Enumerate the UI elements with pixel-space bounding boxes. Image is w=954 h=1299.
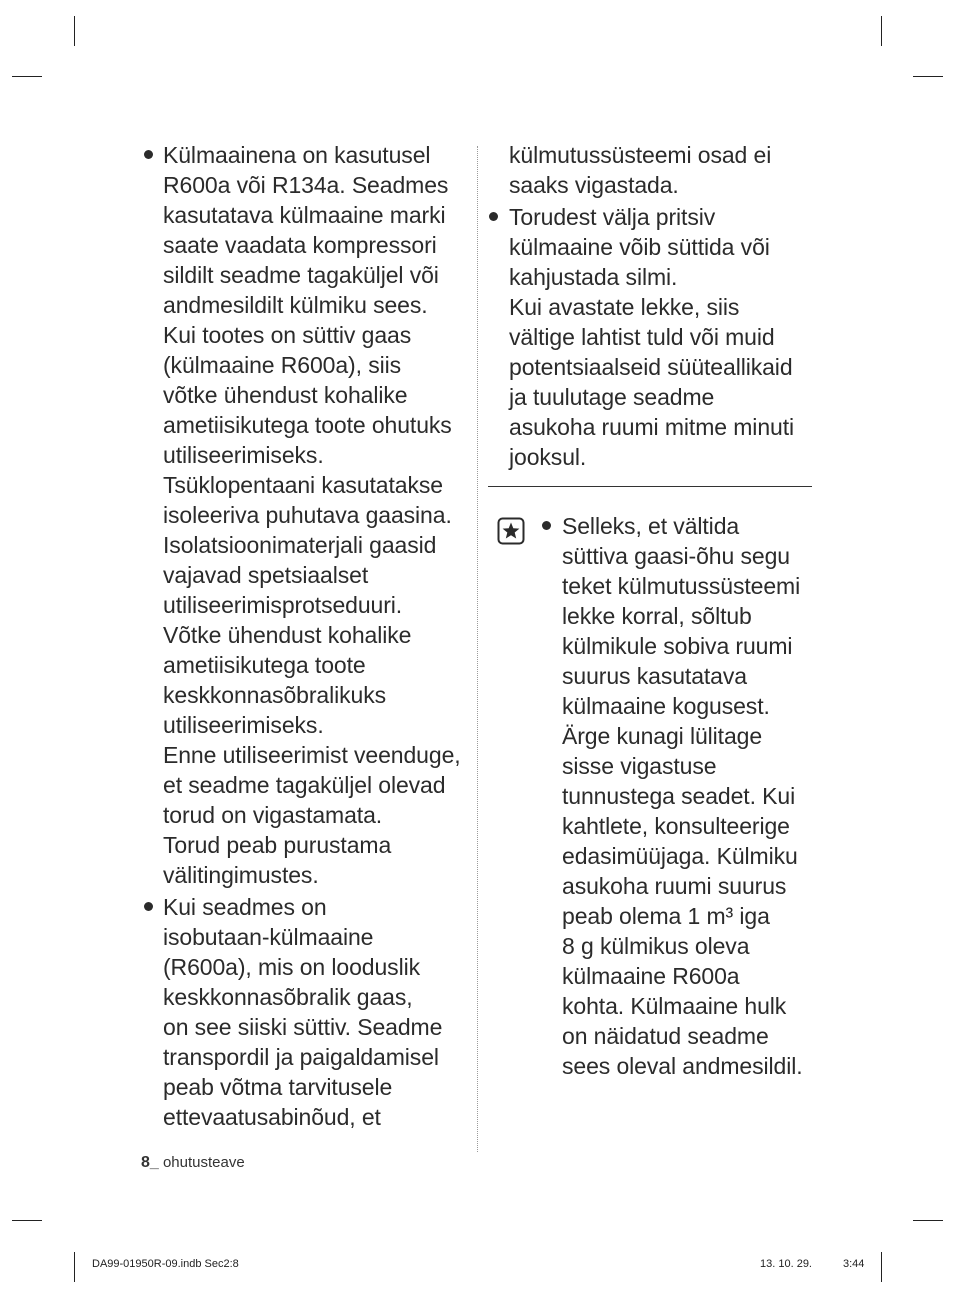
- left-column: [140, 140, 470, 1132]
- right-column: [488, 140, 818, 472]
- bullet-dot-icon: [144, 902, 153, 911]
- crop-mark: [913, 1220, 943, 1221]
- page-number: 8_: [141, 1154, 159, 1171]
- bullet-text: Kui seadmes on isobutaan-külmaaine (R600a), mis on looduslik keskkonnasõbralik gaas, on see siiski süttiv. Seadme transpordil ja paigaldamisel peab võtma tarvitusele ettevaatusabinõud, et: [163, 894, 443, 1130]
- slug-date: 13. 10. 29.: [760, 1258, 812, 1270]
- column-divider: [477, 146, 478, 1152]
- note-item: [541, 511, 842, 1081]
- list-item: [488, 202, 818, 472]
- crop-mark: [74, 1252, 75, 1282]
- list-item: [140, 140, 470, 890]
- crop-mark: [913, 76, 943, 77]
- bullet-dot-icon: [144, 150, 153, 159]
- crop-mark: [881, 1252, 882, 1282]
- page-footer: [141, 1154, 245, 1172]
- crop-mark: [74, 16, 75, 46]
- note-text: Selleks, et vältida süttiva gaasi-õhu segu teket külmutussüsteemi lekke korral, sõltub külmikule sobiva ruumi suurus kasutatava külmaaine kogusest. Ärge kunagi lülitage sisse vigastuse tunnustega seadet. Kui kahtlete, konsulteerige edasimüüjaga. Külmiku asukoha ruumi suurus peab olema 1 m³ iga 8 g külmikus oleva külmaaine R600a kohta. Külmaaine hulk on näidatud seadme sees oleval andmesildil.: [562, 513, 803, 1079]
- continued-text: külmutussüsteemi osad ei saaks vigastada.: [509, 142, 772, 198]
- bullet-dot-icon: [489, 212, 498, 221]
- star-note-icon: [497, 517, 525, 545]
- section-rule: [488, 486, 812, 487]
- crop-mark: [881, 16, 882, 46]
- bullet-text: Külmaainena on kasutusel R600a või R134a. Seadmes kasutatava külmaaine marki saate vaadata kompressori sildilt seadme tagaküljel või andmesildilt külmiku sees. Kui tootes on süttiv gaas (külmaaine R600a), siis võtke ühendust kohalike ametiisikutega toote ohutuks utiliseerimiseks. Tsüklopentaani kasutatakse isoleeriva puhutava gaasina. Isolatsioonimaterjali gaasid vajavad spetsiaalset utiliseerimisprotseduuri. Võtke ühendust kohalike ametiisikutega toote keskkonnasõbralikuks utiliseerimiseks. Enne utiliseerimist veenduge, et seadme tagaküljel olevad torud on vigastamata. Torud peab purustama välitingimustes.: [163, 142, 461, 888]
- crop-mark: [12, 76, 42, 77]
- section-name: ohutusteave: [162, 1154, 245, 1171]
- slug-file: DA99-01950R-09.indb Sec2:8: [92, 1258, 239, 1270]
- bullet-text: Torudest välja pritsiv külmaaine võib süttida või kahjustada silmi. Kui avastate lekke, siis vältige lahtist tuld või muid potentsiaalseid süüteallikaid ja tuulutage seadme asukoha ruumi mitme minuti jooksul.: [509, 204, 795, 470]
- bullet-dot-icon: [542, 521, 551, 530]
- list-item: [140, 892, 470, 1132]
- crop-mark: [12, 1220, 42, 1221]
- slug-time: 3:44: [843, 1258, 865, 1270]
